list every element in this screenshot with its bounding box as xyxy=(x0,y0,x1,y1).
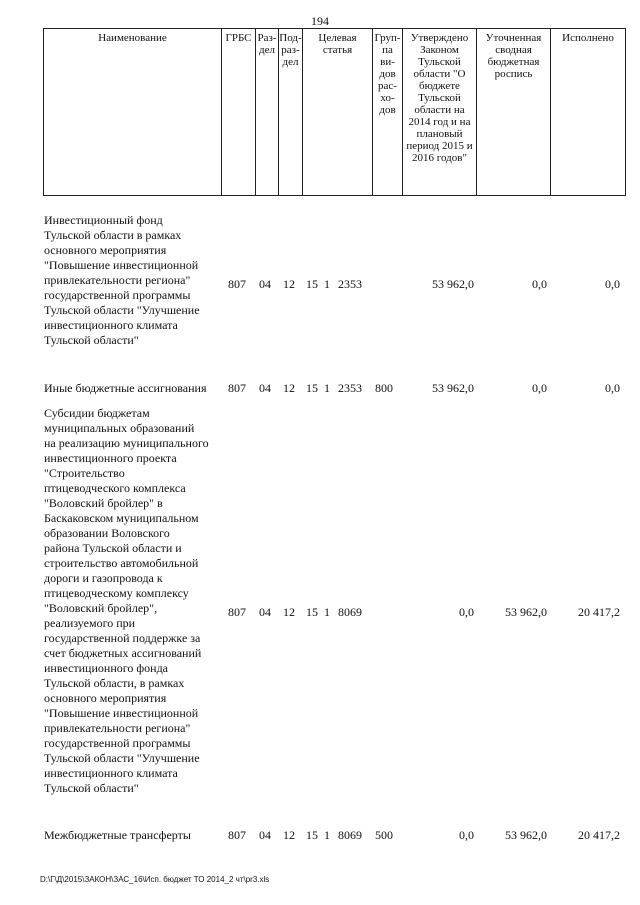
cell-target-3: 8069 xyxy=(338,605,362,619)
cell-target-2: 1 xyxy=(324,277,330,291)
cell-razdel: 04 xyxy=(259,381,271,395)
col-group-header: Груп- па ви- дов рас- хо- дов xyxy=(372,29,402,195)
cell-target-1: 15 xyxy=(306,381,318,395)
cell-group: 800 xyxy=(375,381,393,395)
cell-approved: 0,0 xyxy=(459,605,474,619)
cell-target-2: 1 xyxy=(324,828,330,842)
col-refined-header: Уточненная сводная бюджетная роспись xyxy=(476,29,550,195)
cell-approved: 53 962,0 xyxy=(432,381,474,395)
cell-target-2: 1 xyxy=(324,605,330,619)
cell-approved: 53 962,0 xyxy=(432,277,474,291)
cell-approved: 0,0 xyxy=(459,828,474,842)
cell-executed: 0,0 xyxy=(605,381,620,395)
col-podrazdel-header: Под- раз- дел xyxy=(278,29,302,195)
cell-target-1: 15 xyxy=(306,605,318,619)
cell-razdel: 04 xyxy=(259,277,271,291)
col-target-header: Целевая статья xyxy=(302,29,372,195)
cell-razdel: 04 xyxy=(259,605,271,619)
cell-podrazdel: 12 xyxy=(283,828,295,842)
cell-grbs: 807 xyxy=(228,381,246,395)
cell-target-3: 8069 xyxy=(338,828,362,842)
cell-podrazdel: 12 xyxy=(283,605,295,619)
cell-grbs: 807 xyxy=(228,605,246,619)
col-grbs-header: ГРБС xyxy=(221,29,255,195)
row-name: Межбюджетные трансферты xyxy=(44,828,191,842)
row-name: Инвестиционный фонд Тульской области в рамках основного мероприятия "Повышение инвестиционной привлекательности региона" государственной программы Тульской области "Улучшение инвестиционного климата Тульской области" xyxy=(44,213,200,347)
cell-grbs: 807 xyxy=(228,828,246,842)
cell-target-3: 2353 xyxy=(338,277,362,291)
cell-group: 500 xyxy=(375,828,393,842)
cell-refined: 53 962,0 xyxy=(505,605,547,619)
col-razdel-header: Раз- дел xyxy=(255,29,278,195)
cell-executed: 20 417,2 xyxy=(578,828,620,842)
cell-executed: 0,0 xyxy=(605,277,620,291)
col-approved-header: Утверждено Законом Тульской области "О бюджете Тульской области на 2014 год и на плановый период 2015 и 2016 годов" xyxy=(402,29,476,195)
cell-grbs: 807 xyxy=(228,277,246,291)
cell-executed: 20 417,2 xyxy=(578,605,620,619)
cell-target-1: 15 xyxy=(306,277,318,291)
cell-razdel: 04 xyxy=(259,828,271,842)
page-number: 194 xyxy=(311,14,329,28)
table-header xyxy=(43,28,626,196)
cell-podrazdel: 12 xyxy=(283,381,295,395)
col-name-header: Наименование xyxy=(98,32,167,44)
col-executed-header: Исполнено xyxy=(550,29,625,195)
cell-podrazdel: 12 xyxy=(283,277,295,291)
cell-refined: 53 962,0 xyxy=(505,828,547,842)
file-path-footer: D:\Г\Д\2015\ЗАКОН\ЗАС_16\Исп. бюджет ТО 2014_2 чт\pr3.xls xyxy=(40,875,270,884)
cell-refined: 0,0 xyxy=(532,277,547,291)
row-name: Субсидии бюджетам муниципальных образований на реализацию муниципального инвестиционного проекта "Строительство птицеводческого комплекса "Воловский бройлер" в Баскаковском муниципальном образовании Воловского района Тульской области и строительство автомобильной дороги и газопровода к птицеводческому комплексу "Воловский бройлер", реализуемого при государственной поддержке за счет бюджетных ассигнований инвестиционного фонда Тульской области, в рамках основного мероприятия "Повышение инвестиционной привлекательности региона" государственной программы Тульской области "Улучшение инвестиционного климата Тульской области" xyxy=(44,406,209,795)
cell-target-1: 15 xyxy=(306,828,318,842)
cell-refined: 0,0 xyxy=(532,381,547,395)
row-name: Иные бюджетные ассигнования xyxy=(44,381,207,395)
cell-target-3: 2353 xyxy=(338,381,362,395)
cell-target-2: 1 xyxy=(324,381,330,395)
